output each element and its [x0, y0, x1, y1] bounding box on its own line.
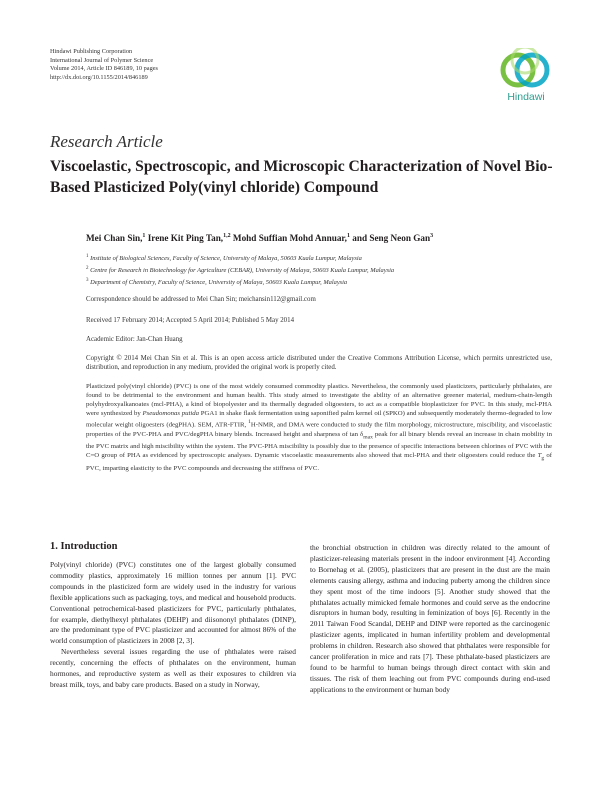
abstract	[86, 382, 552, 473]
author-name: Irene Kit Ping Tan,	[147, 233, 224, 244]
intro-right-column	[310, 543, 550, 696]
affiliation	[86, 266, 394, 274]
affiliation-text: Department of Chemistry, Faculty of Science, University of Malaya, 50603 Kuala Lumpur, Malaysia	[90, 279, 348, 287]
page-title: Viscoelastic, Spectroscopic, and Microscopic Characterization of Novel Bio-Based Plasticized Poly(vinyl chloride) Compound	[50, 158, 553, 196]
nmr-superscript: 1	[248, 419, 251, 426]
author-affil-ref: 1	[142, 233, 146, 239]
affiliation-number: 1	[86, 254, 89, 259]
section-heading: 1. Introduction	[50, 541, 118, 552]
article-kind: Research Article	[50, 132, 163, 151]
author-affil-ref: 3	[430, 233, 434, 239]
abstract-text: of PVC, imparting elasticity to the PVC compounds and decreasing the stiffness of PVC.	[86, 452, 553, 472]
affiliation-number: 2	[86, 266, 89, 271]
author-name: Mei Chan Sin,	[86, 233, 143, 244]
correspondence: Correspondence should be addressed to Mei Chan Sin; meichansin112@gmail.com	[86, 296, 316, 303]
author-affil-ref: 1,2	[223, 233, 231, 239]
intro-left-column	[50, 560, 296, 691]
academic-editor: Academic Editor: Jan-Chan Huang	[86, 336, 183, 343]
journal-header	[50, 48, 158, 82]
article-dates: Received 17 February 2014; Accepted 5 April 2014; Published 5 May 2014	[86, 317, 295, 324]
author-name: and Seng Neon Gan	[352, 233, 431, 244]
journal-name: International Journal of Polymer Science	[50, 56, 154, 64]
tg-subscript: g	[541, 455, 545, 462]
paragraph: Poly(vinyl chloride) (PVC) constitutes one of the largest globally consumed commodity plastics, approximately 16 million tonnes per annum [1]. PVC compounds in the plasticized form are widely used in the industry for various flexible applications such as packaging, toys, and medical and household products. Conventional petrochemical-based plasticizers for PVC, particularly phthalates, for example, diethylhexyl phthalates (DEHP) and diisononyl phthalates (DINP), are the predominant type of PVC plasticizer and accounted for almost 86% of the world consumption of plasticizers in 2008 [2, 3].	[50, 560, 296, 646]
logo-text: Hindawi	[507, 91, 545, 103]
delta-subscript: max	[363, 434, 373, 441]
volume-info: Volume 2014, Article ID 846189, 10 pages	[50, 65, 158, 73]
paragraph: Nevertheless several issues regarding the use of phthalates were raised recently, concerning the effects of phthalates on the environment, human hormones, and reproductive system as well as their exposures to children via breast milk, toys, and baby care products. Based on a study in Norway,	[50, 647, 296, 689]
author-affil-ref: 1	[346, 233, 350, 239]
affiliation	[86, 278, 347, 286]
tg-symbol: T	[537, 452, 542, 460]
author-name: Mohd Suffian Mohd Annuar,	[232, 233, 347, 244]
abstract-text: PGA1 in shake flask fermentation using saponified palm kernel oil (SPKO) and subsequently moderately thermo-degraded to low molecular weight oligoesters (degPHA). SEM, ATR-FTIR,	[86, 410, 553, 429]
paragraph: the bronchial obstruction in children was directly related to the amount of plasticizer-releasing materials present in the indoor environment [4]. According to Bornehag et al. (2005), plasticizers that are present in the dust are the main elements causing allergy, asthma and inducing puberty among the children since they spent most of the time indoors [5]. Another study showed that the phthalates actually mimicked female hormones and could serve as the endocrine disruptors in human body, resulting in feminization of boys [6]. Recently in the 2011 Taiwan Food Scandal, DEHP and DINP were reported as the carcinogenic plasticizer agents, implicated in human infertility problem and developmental problems in children. Research also showed that phthalates were responsible for cancer proliferation in mice and rats [7]. These phthalate-based plasticizers are found to be harmful to human beings through direct contact with skin and tissues. The risk of them leaching out from PVC compounds during end-used applications to the environment or human body	[310, 543, 550, 694]
copyright-notice: Copyright © 2014 Mei Chan Sin et al. This is an open access article distributed under the Creative Commons Attribution License, which permits unrestricted use, distribution, and reproduction in any medium, provided the original work is properly cited.	[86, 355, 552, 372]
doi-link[interactable]: http://dx.doi.org/10.1155/2014/846189	[50, 73, 148, 81]
affiliation-text: Institute of Biological Sciences, Faculty of Science, University of Malaya, 50603 Kuala Lumpur, Malaysia	[90, 255, 362, 263]
abstract-text: Plasticized poly(vinyl chloride) (PVC) is one of the most widely consumed commodity plastics. Nevertheless, the commonly used plasticizers, particularly phthalates, are found to be detrimental to the environment and human health. This study aimed to investigate the ability of an alternative greener material, medium-chain-length polyhydroxyalkanoates (mcl-PHA), a kind of biopolyester and its thermally degraded oligoesters, to act as a compatible bioplasticizer for PVC. In this study, mcl-PHA were synthesized by	[86, 383, 552, 418]
abstract-text: peak for all binary blends reveal an increase in chain mobility in the PVC matrix and high miscibility within the system. The PVC-PHA miscibility is possibly due to the presence of specific interactions between chlorines of PVC with the C=O group of PHA as evidenced by spectroscopic analyses. Dynamic viscoelastic measurements also showed that mcl-PHA and their oligoesters could reduce the	[86, 430, 553, 460]
affiliation-number: 3	[86, 278, 89, 283]
affiliation-text: Centre for Research in Biotechnology for Agriculture (CEBAR), University of Malaya, 50603 Kuala Lumpur, Malaysia	[90, 267, 395, 275]
affiliation	[86, 254, 362, 262]
abstract-text: H-NMR, and DMA were conducted to study the film morphology, microstructure, miscibility, and viscoelastic properties of the PVC-PHA and PVC/degPHA binary blends. Increased height and sharpness of tan δ	[86, 421, 552, 438]
organism-name: Pseudomonas putida	[142, 410, 199, 418]
author-list	[86, 233, 433, 243]
publisher-name: Hindawi Publishing Corporation	[50, 48, 133, 55]
